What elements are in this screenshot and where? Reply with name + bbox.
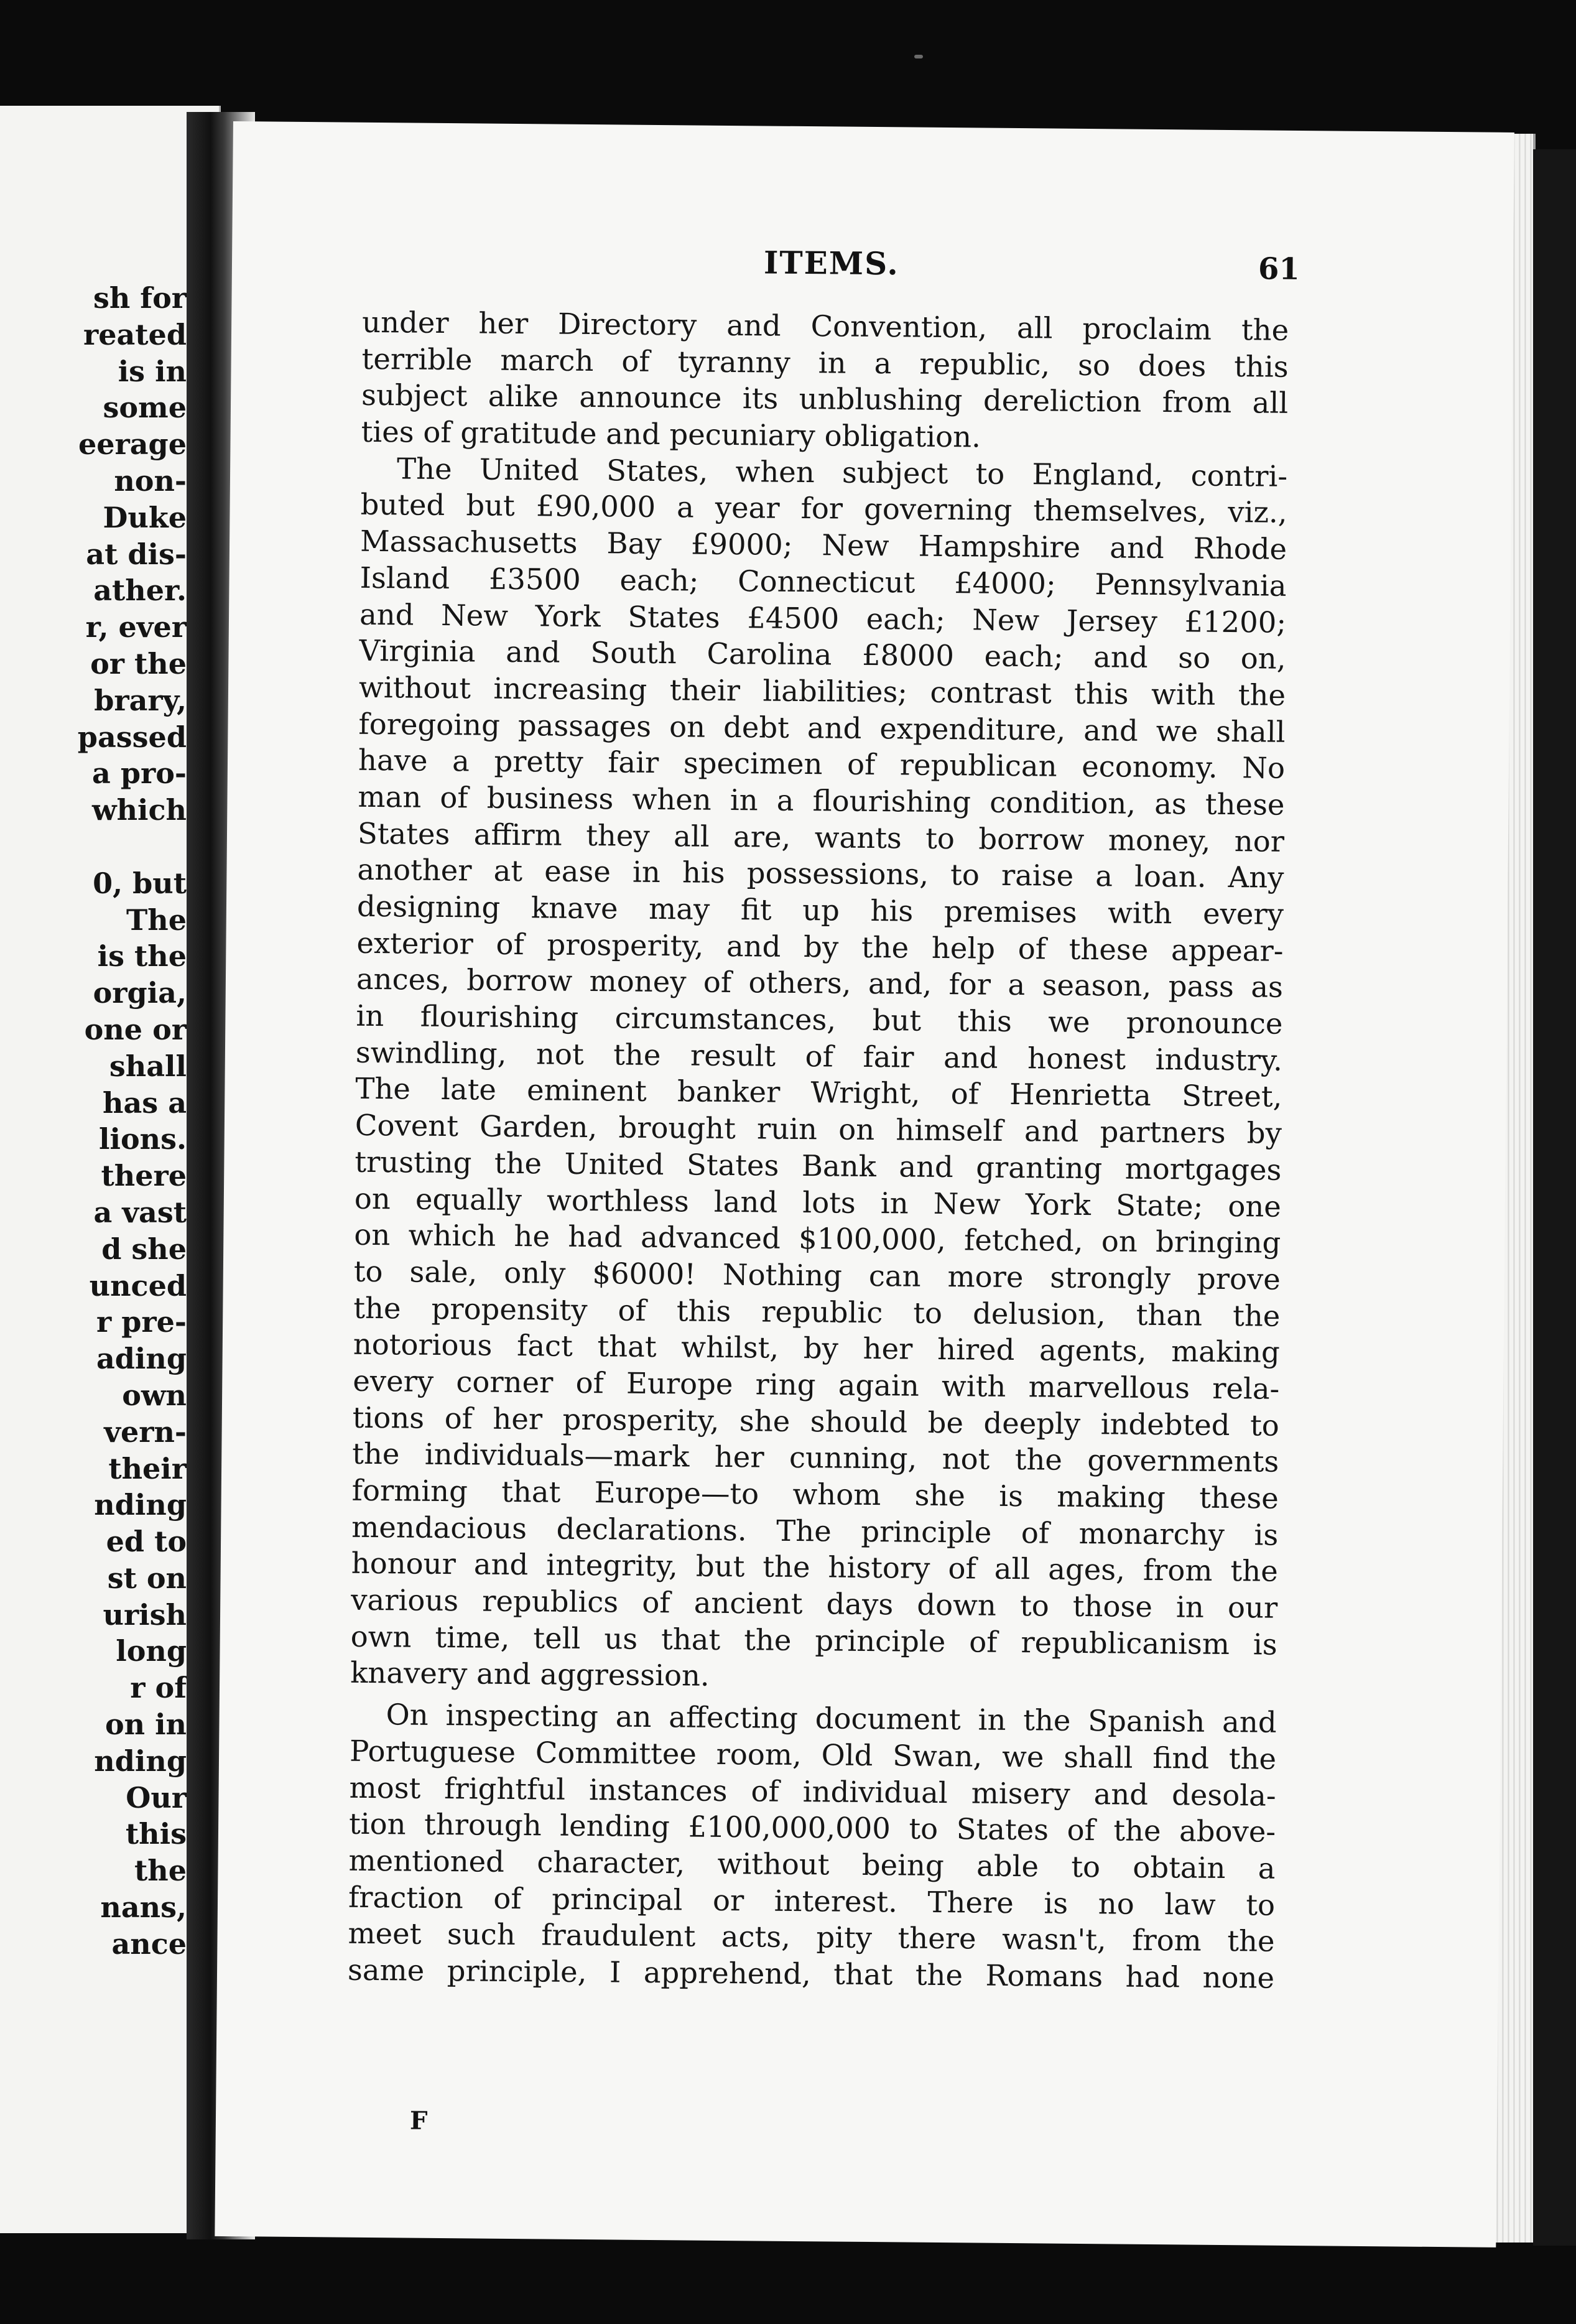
- left-page-line: the: [134, 1854, 187, 1888]
- left-page-line: has a: [103, 1085, 187, 1120]
- left-page-line: own: [122, 1378, 187, 1412]
- text-line: States affirm they all are, wants to borrow money, nor: [357, 816, 1285, 858]
- left-page-line: r pre-: [96, 1305, 187, 1339]
- text-line: in flourishing circumstances, but this we pronounce: [356, 998, 1283, 1041]
- left-page-line: 0, but: [93, 866, 187, 900]
- running-head: ITEMS.: [763, 244, 900, 282]
- left-page-text: [78, 280, 187, 1963]
- left-page-line: nding: [94, 1744, 187, 1778]
- text-line: knavery and aggression.: [350, 1656, 710, 1693]
- text-line: own time, tell us that the principle of republicanism is: [350, 1619, 1277, 1662]
- left-page-line: st on: [107, 1561, 187, 1595]
- text-line: buted but £90,000 a year for governing themselves, viz.,: [360, 488, 1287, 530]
- left-page-line: urish: [103, 1597, 187, 1632]
- text-line: Island £3500 each; Connecticut £4000; Pennsylvania: [359, 560, 1287, 603]
- left-page-line: Duke: [103, 500, 187, 534]
- text-line: ties of gratitude and pecuniary obligation.: [361, 414, 981, 454]
- text-line: notorious fact that whilst, by her hired agents, making: [353, 1327, 1281, 1370]
- text-line: meet such fraudulent acts, pity there wasn't, from the: [348, 1916, 1275, 1958]
- left-page-line: at dis-: [86, 537, 187, 571]
- text-line: Massachusetts Bay £9000; New Hampshire and Rhode: [359, 524, 1287, 566]
- left-page-line: The: [126, 903, 187, 937]
- text-line: The United States, when subject to England, contri-: [396, 452, 1288, 493]
- left-page-line: which: [92, 793, 187, 827]
- scan-speck: [914, 55, 923, 58]
- left-page-line: ance: [111, 1927, 187, 1961]
- left-page-line: sh for: [93, 281, 187, 315]
- left-page-line: nding: [94, 1488, 187, 1522]
- left-page-line: on in: [104, 1708, 187, 1742]
- left-page-line: Our: [126, 1780, 187, 1815]
- text-line: have a pretty fair specimen of republican economy. No: [358, 743, 1286, 786]
- left-page-line: unced: [89, 1268, 187, 1303]
- text-line: terrible march of tyranny in a republic, so does this: [361, 342, 1289, 384]
- left-page-line: a vast: [93, 1195, 187, 1229]
- page-header: [233, 121, 1514, 287]
- right-page: [215, 121, 1514, 2247]
- text-line: the individuals—mark her cunning, not the governments: [352, 1437, 1279, 1479]
- text-line: every corner of Europe ring again with marvellous rela-: [353, 1364, 1280, 1406]
- left-page-line: some: [103, 391, 187, 425]
- text-line: exterior of prosperity, and by the help of these appear-: [356, 926, 1284, 968]
- text-line: On inspecting an affecting document in the Spanish and: [386, 1698, 1277, 1739]
- text-line: tions of her prosperity, she should be deeply indebted to: [352, 1400, 1280, 1443]
- text-line: forming that Europe—to whom she is making these: [351, 1473, 1279, 1515]
- text-line: man of business when in a flourishing condition, as these: [358, 779, 1285, 822]
- text-line: ances, borrow money of others, and, for a season, pass as: [356, 962, 1284, 1005]
- text-line: various republics of ancient days down to those in our: [351, 1583, 1278, 1625]
- text-line: another at ease in his possessions, to raise a loan. Any: [357, 853, 1284, 895]
- text-line: designing knave may fit up his premises with every: [356, 889, 1284, 931]
- text-line: subject alike announce its unblushing dereliction from all: [361, 378, 1289, 421]
- text-line: most frightful instances of individual misery and desola-: [349, 1770, 1276, 1813]
- left-page-line: ather.: [93, 574, 187, 608]
- text-line: same principle, I apprehend, that the Romans had none: [347, 1953, 1275, 1995]
- left-page-line: long: [116, 1634, 187, 1668]
- left-page-line: a pro-: [92, 756, 187, 791]
- text-line: fraction of principal or interest. There is no law to: [348, 1880, 1276, 1922]
- text-line: swindling, not the result of fair and honest industry.: [355, 1035, 1283, 1077]
- left-page-line: there: [101, 1159, 187, 1193]
- body-text: [348, 304, 1289, 1997]
- text-line: Virginia and South Carolina £8000 each; and so on,: [359, 633, 1286, 676]
- text-line: to sale, only $6000! Nothing can more strongly prove: [353, 1254, 1281, 1296]
- left-page-line: ading: [96, 1342, 187, 1376]
- left-page-line: reated: [83, 317, 187, 351]
- text-line: on which he had advanced $100,000, fetched, on bringing: [354, 1217, 1281, 1260]
- text-line: under her Directory and Convention, all proclaim the: [361, 305, 1289, 347]
- left-page-line: nans,: [100, 1890, 187, 1925]
- left-page-line: r of: [130, 1671, 187, 1705]
- left-page-line: ed to: [106, 1525, 187, 1559]
- page-number: 61: [1258, 251, 1300, 287]
- left-page-line: eerage: [78, 427, 187, 462]
- text-line: trusting the United States Bank and granting mortgages: [355, 1145, 1282, 1187]
- left-page-line: is in: [118, 354, 187, 388]
- text-line: honour and integrity, but the history of all ages, from the: [351, 1546, 1278, 1589]
- signature-mark: F: [409, 2106, 428, 2136]
- left-page-line: shall: [109, 1049, 187, 1083]
- left-page-line: d she: [101, 1232, 187, 1266]
- left-page-line: lions.: [99, 1122, 187, 1156]
- text-line: Portuguese Committee room, Old Swan, we shall find the: [349, 1734, 1277, 1776]
- left-page-line: vern-: [104, 1415, 187, 1449]
- text-line: tion through lending £100,000,000 to States of the above-: [348, 1806, 1276, 1849]
- left-page-line: or the: [90, 646, 187, 681]
- text-line: foregoing passages on debt and expenditure, and we shall: [358, 707, 1286, 749]
- text-line: without increasing their liabilities; contrast this with the: [358, 670, 1286, 712]
- left-page-line: is the: [97, 939, 187, 974]
- page-edges-shadow: [1533, 149, 1576, 2246]
- left-page-line: orgia,: [93, 976, 187, 1010]
- left-page-line: non-: [114, 463, 187, 498]
- left-page-line: r, ever: [85, 610, 187, 644]
- left-page-line: this: [125, 1817, 187, 1851]
- text-line: mentioned character, without being able to obtain a: [348, 1843, 1276, 1885]
- text-line: Covent Garden, brought ruin on himself and partners by: [355, 1108, 1282, 1150]
- text-line: The late eminent banker Wright, of Henrietta Street,: [355, 1072, 1282, 1114]
- left-page-line: brary,: [94, 683, 187, 717]
- left-page-line: passed: [77, 720, 187, 754]
- left-page-line: their: [108, 1451, 187, 1485]
- text-line: on equally worthless land lots in New York State; one: [354, 1181, 1282, 1224]
- left-page-line: [78, 829, 187, 865]
- left-page-line: one or: [84, 1012, 187, 1046]
- text-line: the propensity of this republic to delusion, than the: [353, 1291, 1281, 1333]
- text-line: and New York States £4500 each; New Jersey £1200;: [359, 597, 1287, 639]
- text-line: mendacious declarations. The principle of monarchy is: [351, 1510, 1279, 1552]
